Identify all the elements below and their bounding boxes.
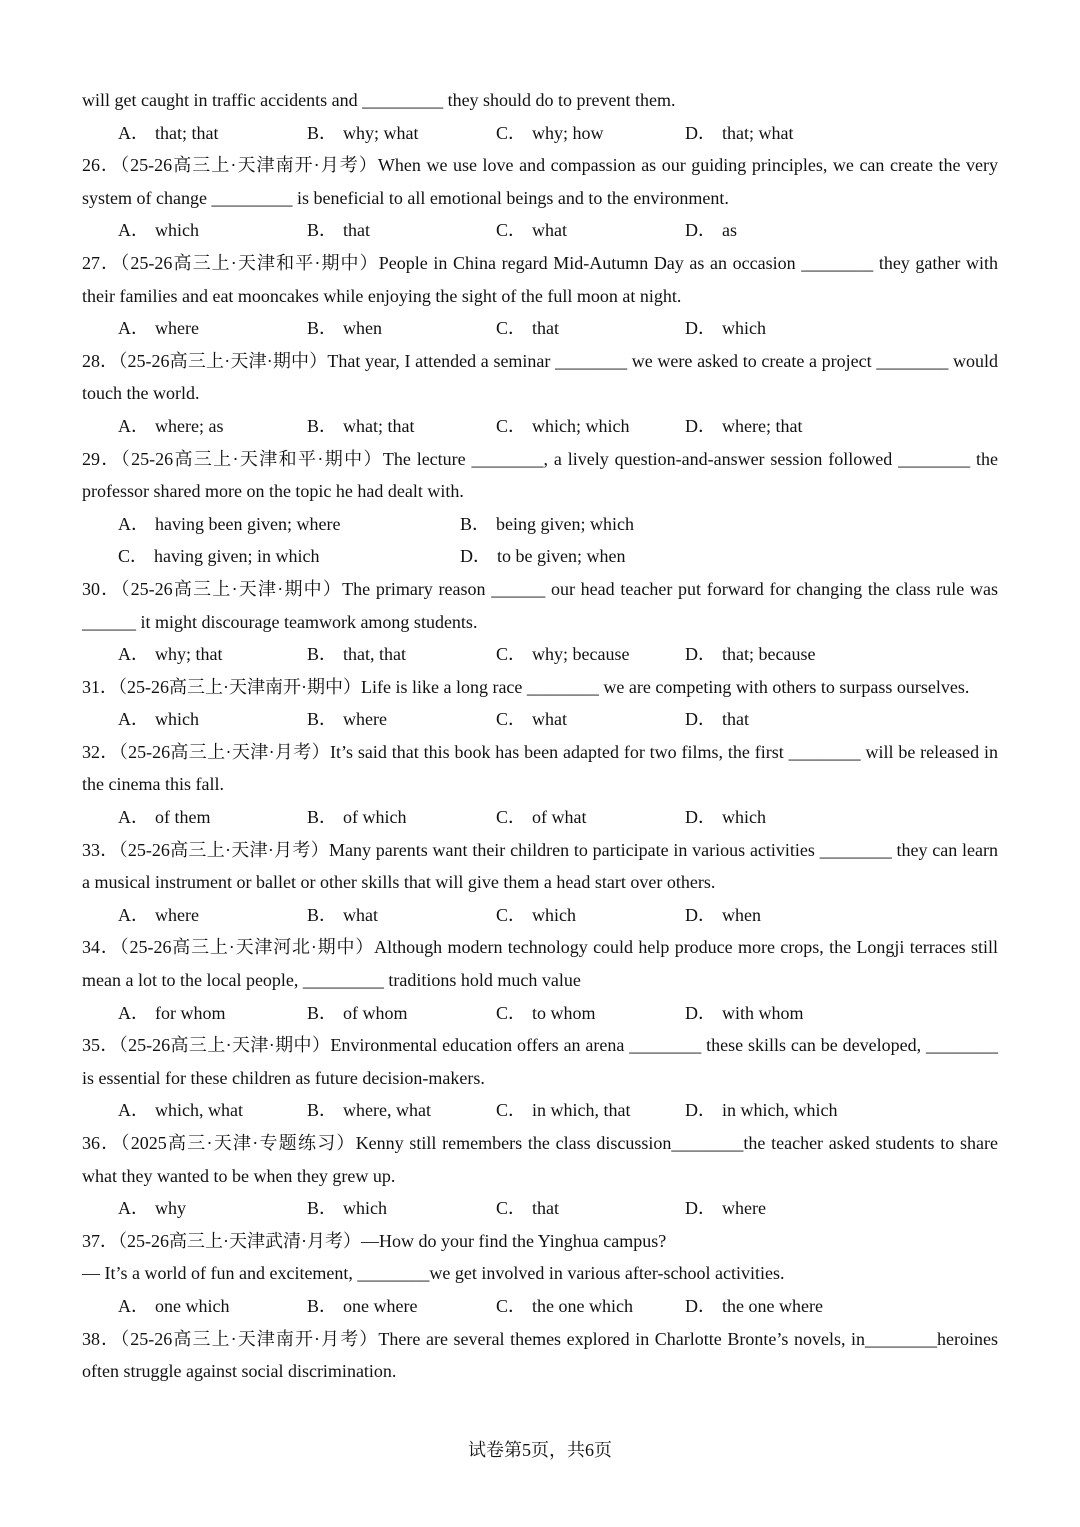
option-text: which; which: [532, 415, 630, 436]
option-letter: C．: [496, 904, 527, 925]
question-text: Environmental education offers an arena ________ these skills can be developed, ________ is essential for these children as future decision-makers.: [82, 1035, 998, 1088]
option-text: what: [343, 904, 379, 925]
option-text: with whom: [722, 1002, 804, 1023]
option-letter: B．: [307, 644, 338, 665]
option: [685, 1192, 874, 1225]
option: [685, 703, 874, 736]
question-text: The primary reason ______ our head teacher put forward for changing the class rule was ______ it might discourage teamwork among students.: [82, 578, 999, 632]
option-letter: A．: [118, 644, 149, 665]
option-letter: D．: [685, 122, 716, 143]
option-text: when: [722, 904, 761, 925]
options-row: [82, 638, 998, 671]
option: [685, 638, 874, 671]
option-text: of whom: [343, 1002, 408, 1023]
option-text: which: [343, 1198, 388, 1219]
question-number: 37．: [82, 1230, 118, 1251]
option-text: why: [155, 1198, 186, 1219]
option: [307, 312, 496, 345]
option: [118, 508, 460, 541]
option: [496, 117, 685, 150]
option-letter: C．: [496, 318, 527, 339]
question-text: People in China regard Mid-Autumn Day as an occasion ________ they gather with their families and eat mooncakes while enjoying the sight of the full moon at night.: [82, 252, 999, 306]
options-row: [82, 1094, 998, 1127]
option: [307, 1192, 496, 1225]
option: [685, 899, 874, 932]
question-text: It’s said that this book has been adapted for two films, the first ________ will be released in the cinema this fall.: [82, 741, 998, 795]
option-letter: C．: [496, 1295, 527, 1316]
option-letter: B．: [307, 1198, 338, 1219]
question-stem: [82, 149, 998, 214]
option: [118, 899, 307, 932]
option-letter: D．: [685, 318, 716, 339]
option-letter: C．: [496, 220, 527, 241]
option: [496, 801, 685, 834]
question-source: （25-26高三上·天津南开·月考）: [120, 155, 378, 176]
option: [685, 801, 874, 834]
options-row: [82, 410, 998, 443]
option-letter: D．: [685, 415, 716, 436]
question-source: （25-26高三上·天津·期中）: [120, 578, 343, 599]
question-source: （25-26高三上·天津·月考）: [118, 741, 331, 762]
option: [118, 312, 307, 345]
option-text: what: [532, 220, 568, 241]
option-text: where; as: [155, 415, 224, 436]
option: [685, 997, 874, 1030]
question-dialogue-line: — It’s a world of fun and excitement, ________we get involved in various after-school activities.: [82, 1263, 785, 1284]
question-number: 38．: [82, 1328, 121, 1349]
option-text: where: [155, 904, 199, 925]
option: [307, 410, 496, 443]
exam-page: [82, 84, 998, 1388]
question-stem: [82, 1029, 998, 1094]
option-text: why; how: [532, 122, 604, 143]
option-letter: A．: [118, 220, 149, 241]
option: [685, 1094, 874, 1127]
option: [460, 540, 802, 573]
option: [496, 899, 685, 932]
option-letter: B．: [307, 709, 338, 730]
question-source: （25-26高三上·天津南开·月考）: [120, 1328, 379, 1349]
option-text: where, what: [343, 1100, 431, 1121]
option-letter: B．: [307, 1295, 338, 1316]
option-text: that: [722, 709, 749, 730]
option-letter: C．: [496, 415, 527, 436]
option-text: having given; in which: [154, 546, 320, 567]
option: [685, 214, 874, 247]
option-letter: A．: [118, 415, 149, 436]
option-text: to be given; when: [497, 546, 626, 567]
option-text: as: [722, 220, 737, 241]
option: [118, 117, 307, 150]
option-letter: D．: [685, 807, 716, 828]
option-text: where: [343, 709, 387, 730]
option: [496, 997, 685, 1030]
option-text: which: [155, 709, 199, 730]
question-source: （25-26高三上·天津·月考）: [118, 839, 329, 860]
question-number: 30．: [82, 578, 121, 599]
option-text: where; that: [722, 415, 803, 436]
question-text: Kenny still remembers the class discussion________the teacher asked students to share what they wanted to be when they grew up.: [82, 1133, 998, 1186]
option-text: why; what: [343, 122, 419, 143]
option-text: where: [155, 318, 199, 339]
option-letter: B．: [307, 318, 338, 339]
question-stem: [82, 573, 998, 638]
option-text: that; what: [722, 122, 794, 143]
option: [496, 1290, 685, 1323]
option-text: in which, that: [532, 1100, 631, 1121]
option-letter: A．: [118, 904, 149, 925]
question-text: Life is like a long race ________ we are competing with others to surpass ourselves.: [360, 676, 970, 697]
option-letter: C．: [496, 1198, 527, 1219]
option-letter: B．: [307, 415, 338, 436]
options-row: [82, 1290, 998, 1323]
option-text: when: [343, 318, 383, 339]
question-source: （2025高三·天津·专题练习）: [120, 1133, 356, 1153]
option-text: of them: [155, 807, 211, 828]
option-letter: C．: [496, 122, 527, 143]
question-number: 27．: [82, 252, 121, 273]
option-text: in which, which: [722, 1100, 838, 1121]
option: [496, 703, 685, 736]
option-letter: C．: [118, 546, 149, 567]
question-text: There are several themes explored in Charlotte Bronte’s novels, in________heroines often struggle against social discrimination.: [82, 1328, 999, 1382]
question-text: Many parents want their children to participate in various activities ________ they can learn a musical instrument or ballet or other skills that will give them a head start over others.: [82, 839, 999, 893]
option: [307, 117, 496, 150]
question-stem: [82, 1323, 998, 1388]
options-row: [82, 540, 998, 573]
options-row: [82, 214, 998, 247]
question-number: 32．: [82, 741, 119, 762]
option-letter: D．: [685, 644, 716, 665]
options-row: [82, 312, 998, 345]
option: [685, 1290, 874, 1323]
option-text: which, what: [155, 1100, 243, 1121]
question-stem: [82, 931, 998, 996]
option-letter: B．: [307, 904, 338, 925]
option-letter: A．: [118, 1002, 149, 1023]
option-letter: D．: [460, 546, 491, 567]
option-letter: C．: [496, 644, 527, 665]
option-letter: D．: [685, 220, 716, 241]
option: [685, 117, 874, 150]
options-row: [82, 899, 998, 932]
option-text: that: [343, 220, 371, 241]
question-source: （25-26高三上·天津和平·期中）: [120, 252, 379, 273]
question-stem-continued: will get caught in traffic accidents and _________ they should do to prevent them.: [82, 90, 676, 110]
question-number: 35．: [82, 1035, 119, 1056]
option-text: of which: [343, 807, 407, 828]
option-letter: A．: [118, 807, 149, 828]
option-letter: D．: [685, 1198, 716, 1219]
option-text: that; because: [722, 644, 816, 665]
options-row: [82, 508, 998, 541]
option-text: which: [532, 904, 577, 925]
question-number: 34．: [82, 937, 120, 958]
question-stem: [82, 671, 998, 704]
question-stem: [82, 247, 998, 312]
option-letter: A．: [118, 318, 149, 339]
option: [496, 312, 685, 345]
question-source: （25-26高三上·天津河北·期中）: [119, 937, 375, 958]
options-row: [82, 801, 998, 834]
option-letter: B．: [460, 513, 491, 534]
option-letter: A．: [118, 709, 149, 730]
option-letter: C．: [496, 1002, 527, 1023]
option-text: having been given; where: [155, 513, 341, 534]
question-source: （25-26高三上·天津·期中）: [118, 350, 328, 371]
option: [118, 540, 460, 573]
option-text: one which: [155, 1295, 230, 1316]
option-text: for whom: [155, 1002, 226, 1023]
question-number: 29．: [82, 448, 121, 469]
question-text: That year, I attended a seminar ________ we were asked to create a project ________ would touch the world.: [82, 350, 998, 404]
question-text: Although modern technology could help produce more crops, the Longji terraces still mean a lot to the local people, _________ traditions hold much value: [82, 937, 999, 991]
option: [307, 703, 496, 736]
question-number: 36．: [82, 1133, 121, 1153]
option-text: that; that: [155, 122, 219, 143]
page-footer: 试卷第5页，共6页: [468, 1440, 612, 1460]
question-number: 28．: [82, 350, 119, 371]
option: [307, 997, 496, 1030]
options-row: [82, 1192, 998, 1225]
option: [118, 997, 307, 1030]
option-text: being given; which: [496, 513, 634, 534]
option-letter: B．: [307, 122, 338, 143]
option: [685, 312, 874, 345]
option: [496, 214, 685, 247]
options-row: [82, 117, 998, 150]
question-stem: [82, 1127, 998, 1192]
options-row: [82, 703, 998, 736]
option-letter: D．: [685, 1100, 716, 1121]
option-letter: C．: [496, 1100, 527, 1121]
option-text: one where: [343, 1295, 418, 1316]
option: [307, 801, 496, 834]
option-text: which: [155, 220, 199, 241]
question-source: （25-26高三上·天津武清·月考）: [118, 1230, 361, 1251]
question-stem: [82, 443, 998, 508]
option-letter: A．: [118, 513, 149, 534]
options-row: [82, 997, 998, 1030]
option: [118, 703, 307, 736]
option-text: what: [532, 709, 568, 730]
option-text: where: [722, 1198, 766, 1219]
option: [118, 1290, 307, 1323]
option-text: what; that: [343, 415, 415, 436]
question-source: （25-26高三上·天津和平·期中）: [120, 448, 383, 469]
option: [307, 899, 496, 932]
option-letter: D．: [685, 1295, 716, 1316]
option-text: of what: [532, 807, 587, 828]
question-text: —How do your find the Yinghua campus?: [360, 1230, 667, 1251]
option: [307, 638, 496, 671]
question-stem: [82, 345, 998, 410]
option-letter: B．: [307, 807, 338, 828]
option-text: which: [722, 318, 766, 339]
question-text: When we use love and compassion as our guiding principles, we can create the very system of change _________ is beneficial to all emotional beings and to the environment.: [82, 155, 999, 208]
option: [307, 1094, 496, 1127]
option: [496, 1192, 685, 1225]
option: [496, 638, 685, 671]
option-text: that: [532, 318, 560, 339]
option-letter: D．: [685, 709, 716, 730]
option-text: the one where: [722, 1295, 823, 1316]
question-text: The lecture ________, a lively question-and-answer session followed ________ the professor shared more on the topic he had dealt with.: [82, 448, 998, 502]
option-text: that, that: [343, 644, 406, 665]
option: [118, 1094, 307, 1127]
option: [118, 801, 307, 834]
option: [118, 1192, 307, 1225]
option: [118, 214, 307, 247]
question-number: 33．: [82, 839, 119, 860]
option: [118, 638, 307, 671]
option-text: why; because: [532, 644, 630, 665]
option-letter: C．: [496, 807, 527, 828]
question-source: （25-26高三上·天津·期中）: [118, 1035, 331, 1056]
option-letter: B．: [307, 1002, 338, 1023]
option-text: the one which: [532, 1295, 633, 1316]
option-letter: C．: [496, 709, 527, 730]
question-stem: [82, 736, 998, 801]
option-letter: A．: [118, 122, 149, 143]
option-text: why; that: [155, 644, 223, 665]
question-number: 26．: [82, 155, 121, 176]
option-letter: B．: [307, 220, 338, 241]
option: [307, 214, 496, 247]
option-text: that: [532, 1198, 560, 1219]
option-text: to whom: [532, 1002, 596, 1023]
option-text: which: [722, 807, 766, 828]
option: [496, 1094, 685, 1127]
question-stem: [82, 834, 998, 899]
option-letter: A．: [118, 1295, 149, 1316]
option-letter: A．: [118, 1198, 149, 1219]
option-letter: B．: [307, 1100, 338, 1121]
option: [307, 1290, 496, 1323]
question-stem: [82, 1225, 998, 1258]
question-source: （25-26高三上·天津南开·期中）: [118, 676, 361, 697]
option-letter: A．: [118, 1100, 149, 1121]
option-letter: D．: [685, 904, 716, 925]
option: [496, 410, 685, 443]
option: [685, 410, 874, 443]
option: [460, 508, 802, 541]
option-letter: D．: [685, 1002, 716, 1023]
question-number: 31．: [82, 676, 118, 697]
option: [118, 410, 307, 443]
